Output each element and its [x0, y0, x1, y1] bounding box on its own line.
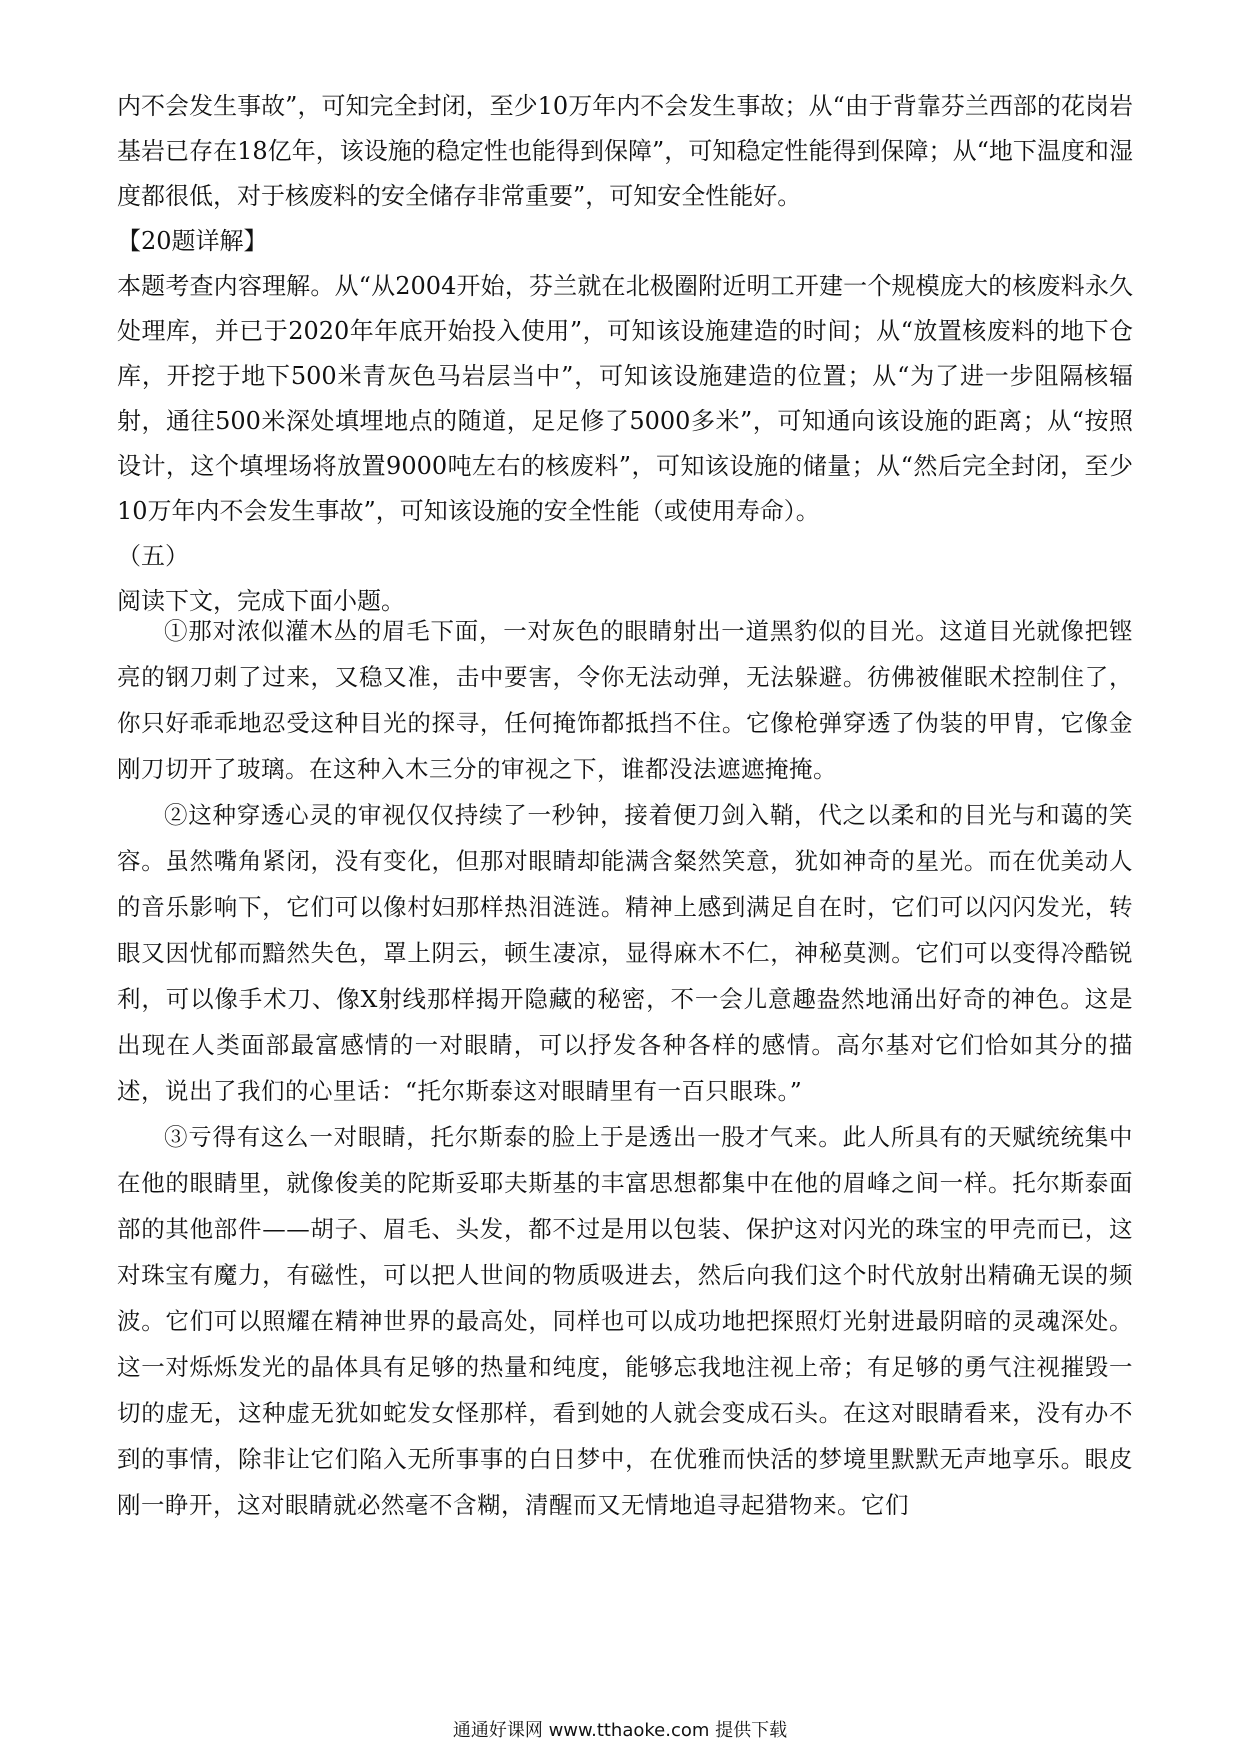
passage-paragraph-3: ③亏得有这么一对眼睛，托尔斯泰的脸上于是透出一股才气来。此人所具有的天赋统统集中在他的眼睛里，就像俊美的陀斯妥耶夫斯基的丰富思想都集中在他的眉峰之间一样。托尔斯泰面部的其他部件——胡子、眉毛、头发，都不过是用以包装、保护这对闪光的珠宝的甲壳而已，这对珠宝有魔力，有磁性，可以把人世间的物质吸进去，然后向我们这个时代放射出精确无误的频波。它们可以照耀在精神世界的最高处，同样也可以成功地把探照灯光射进最阴暗的灵魂深处。这一对烁烁发光的晶体具有足够的热量和纯度，能够忘我地注视上帝；有足够的勇气注视摧毁一切的虚无，这种虚无犹如蛇发女怪那样，看到她的人就会变成石头。在这对眼睛看来，没有办不到的事情，除非让它们陷入无所事事的白日梦中，在优雅而快活的梦境里默默无声地享乐。眼皮刚一睁开，这对眼睛就必然毫不含糊，清醒而又无情地追寻起猎物来。它们	[117, 1123, 1133, 1519]
reading-passage	[117, 608, 1133, 1528]
answer-analysis-block	[117, 84, 1133, 624]
question-20-explanation: 本题考查内容理解。从“从2004开始，芬兰就在北极圈附近明工开建一个规模庞大的核废料永久处理库，并已于2020年年底开始投入使用”，可知该设施建造的时间；从“放置核废料的地下仓库，开挖于地下500米青灰色马岩层当中”，可知该设施建造的位置；从“为了进一步阻隔核辐射，通往500米深处填埋地点的随道，足足修了5000多米”，可知通向该设施的距离；从“按照设计，这个填埋场将放置9000吨左右的核废料”，可知该设施的储量；从“然后完全封闭，至少10万年内不会发生事故”，可知该设施的安全性能（或使用寿命）。	[117, 272, 1133, 525]
question-20-heading: 【20题详解】	[117, 227, 268, 255]
reading-instruction: 阅读下文，完成下面小题。	[117, 587, 405, 615]
previous-answer-tail: 内不会发生事故”，可知完全封闭，至少10万年内不会发生事故；从“由于背靠芬兰西部的花岗岩基岩已存在18亿年，该设施的稳定性也能得到保障”，可知稳定性能得到保障；从“地下温度和湿度都很低，对于核废料的安全储存非常重要”，可知安全性能好。	[117, 92, 1133, 210]
passage-paragraph-2: ②这种穿透心灵的审视仅仅持续了一秒钟，接着便刀剑入鞘，代之以柔和的目光与和蔼的笑容。虽然嘴角紧闭，没有变化，但那对眼睛却能满含粲然笑意，犹如神奇的星光。而在优美动人的音乐影响下，它们可以像村妇那样热泪涟涟。精神上感到满足自在时，它们可以闪闪发光，转眼又因忧郁而黯然失色，罩上阴云，顿生凄凉，显得麻木不仁，神秘莫测。它们可以变得冷酷锐利，可以像手术刀、像X射线那样揭开隐藏的秘密，不一会儿意趣盎然地涌出好奇的神色。这是出现在人类面部最富感情的一对眼睛，可以抒发各种各样的感情。高尔基对它们恰如其分的描述，说出了我们的心里话：“托尔斯泰这对眼睛里有一百只眼珠。”	[117, 801, 1133, 1105]
part-five-heading: （五）	[117, 542, 189, 570]
page-footer: 通通好课网 www.tthaoke.com 提供下载	[452, 1720, 788, 1741]
passage-paragraph-1: ①那对浓似灌木丛的眉毛下面，一对灰色的眼睛射出一道黑豹似的目光。这道目光就像把铿亮的钢刀刺了过来，又稳又准，击中要害，令你无法动弹，无法躲避。彷佛被催眠术控制住了，你只好乖乖地忍受这种目光的探寻，任何掩饰都抵挡不住。它像枪弹穿透了伪装的甲胄，它像金刚刀切开了玻璃。在这种入木三分的审视之下，谁都没法遮遮掩掩。	[117, 617, 1133, 783]
